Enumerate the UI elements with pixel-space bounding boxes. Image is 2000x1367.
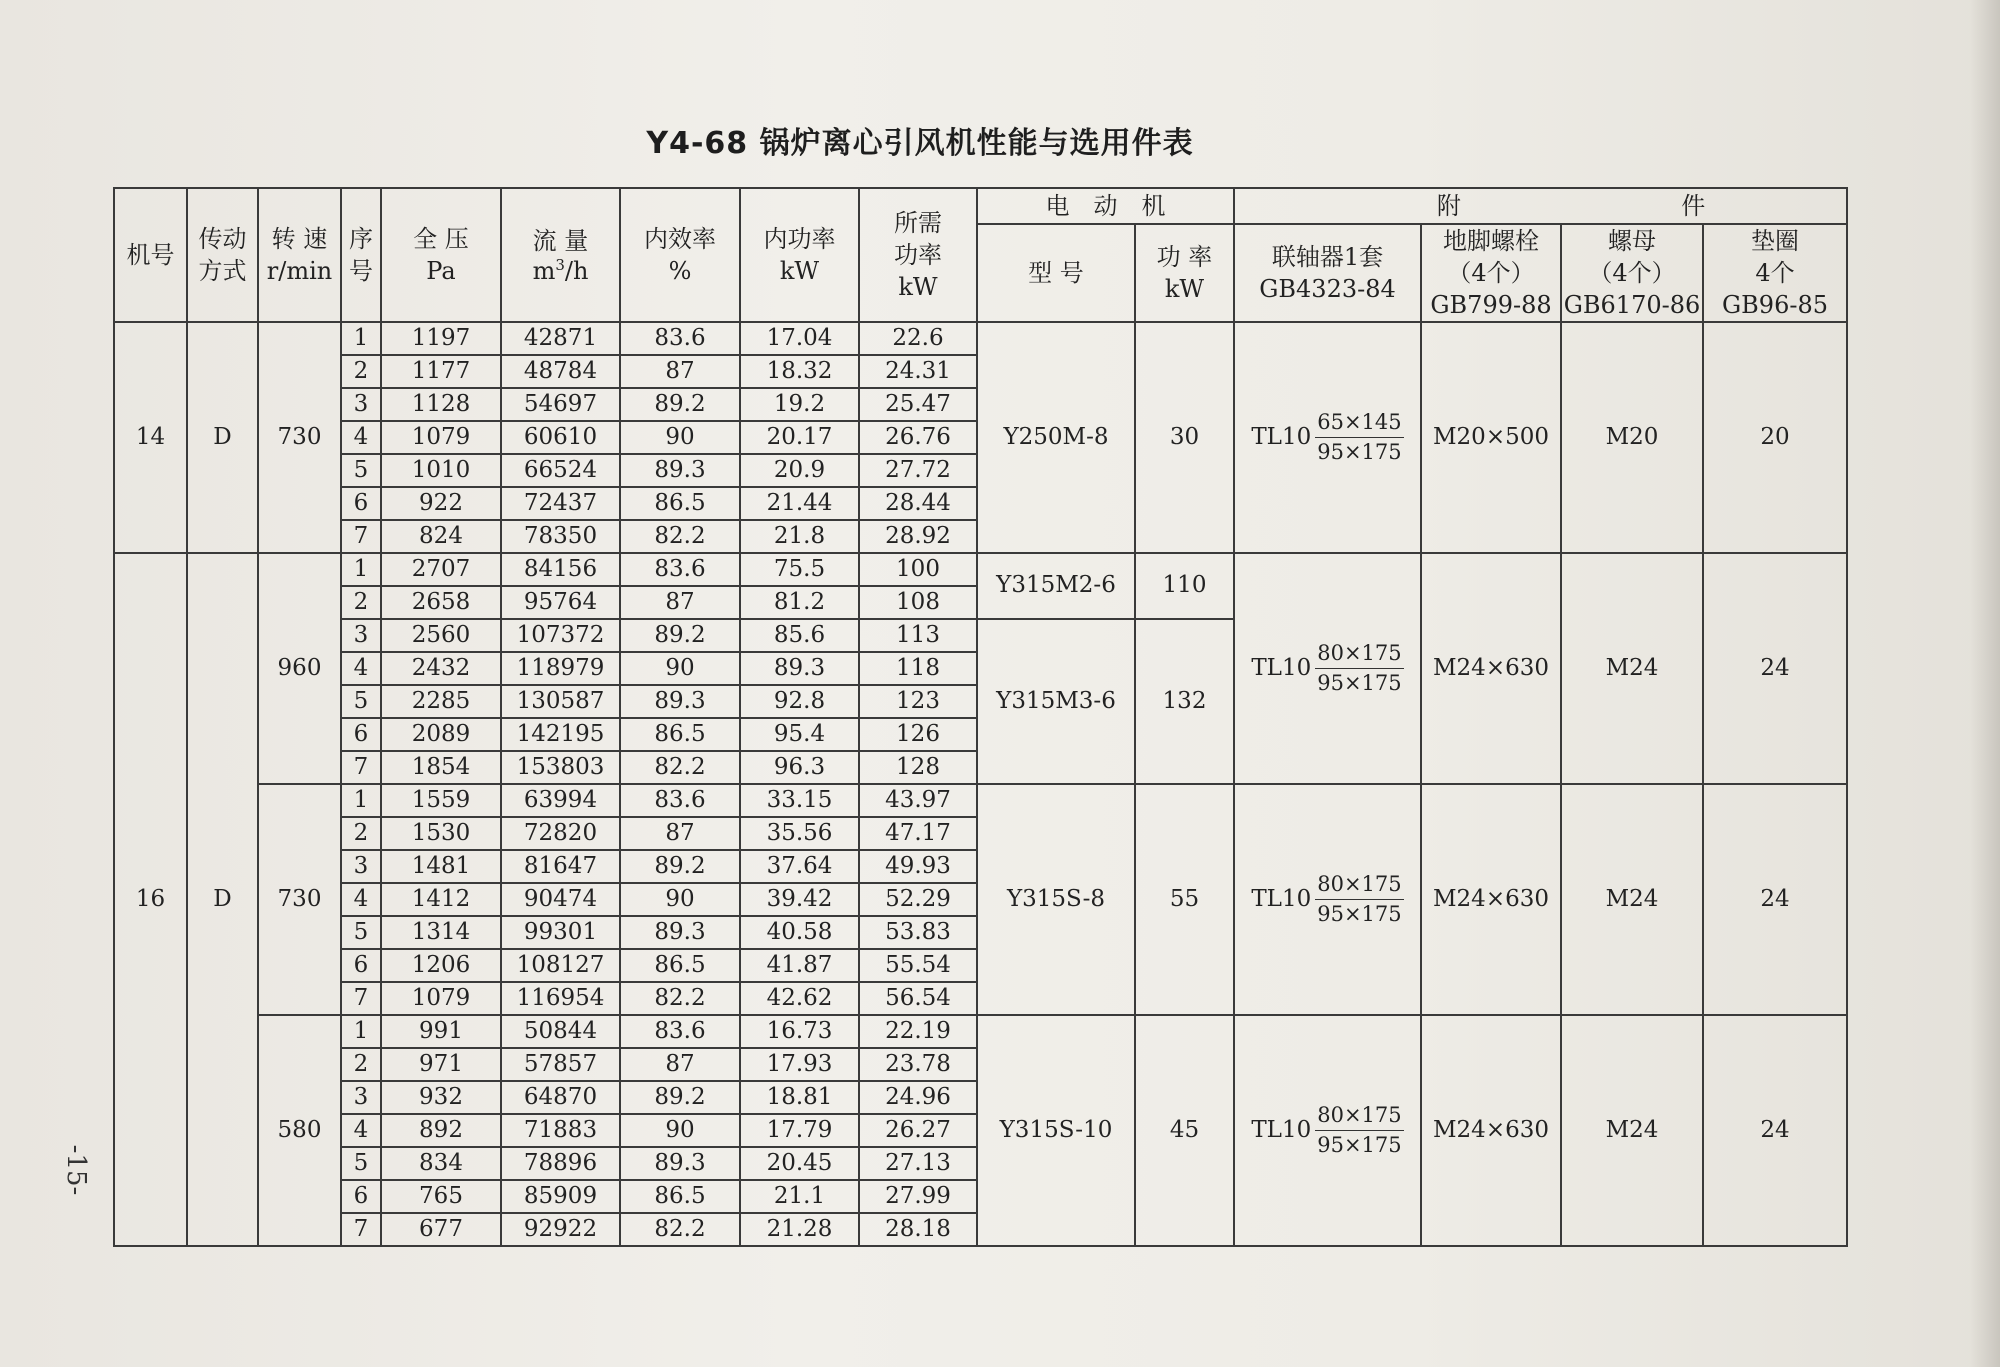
pressure-cell: 765: [381, 1180, 501, 1213]
flow-cell: 99301: [501, 916, 620, 949]
inner-power-cell: 17.93: [740, 1048, 859, 1081]
efficiency-cell: 89.2: [620, 850, 740, 883]
efficiency-cell: 89.3: [620, 1147, 740, 1180]
flow-cell: 57857: [501, 1048, 620, 1081]
seq-cell: 2: [341, 586, 381, 619]
seq-cell: 5: [341, 1147, 381, 1180]
required-power-cell: 128: [859, 751, 977, 784]
pressure-cell: 824: [381, 520, 501, 553]
header-accessories-group: [1234, 188, 1847, 224]
flow-cell: 118979: [501, 652, 620, 685]
flow-cell: 64870: [501, 1081, 620, 1114]
flow-cell: 48784: [501, 355, 620, 388]
inner-power-cell: 42.62: [740, 982, 859, 1015]
required-power-cell: 113: [859, 619, 977, 652]
efficiency-cell: 90: [620, 883, 740, 916]
required-power-cell: 25.47: [859, 388, 977, 421]
pressure-cell: 1177: [381, 355, 501, 388]
required-power-cell: 28.18: [859, 1213, 977, 1246]
seq-cell: 7: [341, 982, 381, 1015]
required-power-cell: 47.17: [859, 817, 977, 850]
header-anchor-bolt: 地脚螺栓 （4个） GB799-88: [1421, 224, 1561, 322]
header-motor-model: 型 号: [977, 224, 1135, 322]
page-edge-shadow: [1970, 0, 2000, 1367]
pressure-cell: 1197: [381, 322, 501, 355]
header-pressure: 全 压 Pa: [381, 188, 501, 322]
nut-cell: M24: [1561, 553, 1703, 784]
pressure-cell: 834: [381, 1147, 501, 1180]
pressure-cell: 1314: [381, 916, 501, 949]
flow-cell: 84156: [501, 553, 620, 586]
washer-cell: 24: [1703, 1015, 1847, 1246]
coupling-cell: [1234, 784, 1421, 1015]
efficiency-cell: 89.2: [620, 1081, 740, 1114]
pressure-cell: 1559: [381, 784, 501, 817]
required-power-cell: 22.6: [859, 322, 977, 355]
motor-power-cell: 55: [1135, 784, 1234, 1015]
required-power-cell: 56.54: [859, 982, 977, 1015]
coupling-numerator: 65×145: [1315, 410, 1403, 438]
pressure-cell: 2089: [381, 718, 501, 751]
header-seq: 序 号: [341, 188, 381, 322]
nut-cell: M24: [1561, 1015, 1703, 1246]
pressure-cell: 932: [381, 1081, 501, 1114]
inner-power-cell: 75.5: [740, 553, 859, 586]
flow-cell: 92922: [501, 1213, 620, 1246]
flow-cell: 42871: [501, 322, 620, 355]
flow-cell: 142195: [501, 718, 620, 751]
pressure-cell: 892: [381, 1114, 501, 1147]
anchor-bolt-cell: M20×500: [1421, 322, 1561, 553]
pressure-cell: 2560: [381, 619, 501, 652]
required-power-cell: 22.19: [859, 1015, 977, 1048]
anchor-bolt-cell: M24×630: [1421, 1015, 1561, 1246]
seq-cell: 5: [341, 916, 381, 949]
required-power-cell: 27.99: [859, 1180, 977, 1213]
efficiency-cell: 83.6: [620, 784, 740, 817]
pressure-cell: 991: [381, 1015, 501, 1048]
flow-cell: 108127: [501, 949, 620, 982]
inner-power-cell: 19.2: [740, 388, 859, 421]
machine-no-cell: 16: [114, 553, 187, 1246]
pressure-cell: 2707: [381, 553, 501, 586]
efficiency-cell: 87: [620, 355, 740, 388]
seq-cell: 5: [341, 454, 381, 487]
required-power-cell: 28.92: [859, 520, 977, 553]
inner-power-cell: 20.45: [740, 1147, 859, 1180]
required-power-cell: 27.72: [859, 454, 977, 487]
pressure-cell: 1854: [381, 751, 501, 784]
motor-model-cell: Y315S-10: [977, 1015, 1135, 1246]
nut-cell: M24: [1561, 784, 1703, 1015]
motor-power-cell: 45: [1135, 1015, 1234, 1246]
table-row: [114, 1015, 1847, 1048]
motor-power-cell: 132: [1135, 619, 1234, 784]
seq-cell: 2: [341, 1048, 381, 1081]
seq-cell: 4: [341, 652, 381, 685]
motor-model-cell: Y315M3-6: [977, 619, 1135, 784]
table-row: [114, 784, 1847, 817]
coupling-cell: [1234, 1015, 1421, 1246]
speed-cell: 730: [258, 322, 341, 553]
pressure-cell: 2432: [381, 652, 501, 685]
coupling-numerator: 80×175: [1315, 1103, 1403, 1131]
required-power-cell: 100: [859, 553, 977, 586]
coupling-prefix: TL10: [1251, 423, 1312, 450]
efficiency-cell: 89.3: [620, 685, 740, 718]
table-row: [114, 322, 1847, 355]
inner-power-cell: 20.17: [740, 421, 859, 454]
inner-power-cell: 18.81: [740, 1081, 859, 1114]
motor-model-cell: Y250M-8: [977, 322, 1135, 553]
efficiency-cell: 82.2: [620, 520, 740, 553]
seq-cell: 1: [341, 784, 381, 817]
washer-cell: 24: [1703, 553, 1847, 784]
table-row: [114, 553, 1847, 586]
efficiency-cell: 86.5: [620, 718, 740, 751]
pressure-cell: 971: [381, 1048, 501, 1081]
pressure-cell: 1079: [381, 982, 501, 1015]
pressure-cell: 2285: [381, 685, 501, 718]
inner-power-cell: 20.9: [740, 454, 859, 487]
anchor-bolt-cell: M24×630: [1421, 553, 1561, 784]
seq-cell: 3: [341, 850, 381, 883]
header-nut: 螺母 （4个） GB6170-86: [1561, 224, 1703, 322]
pressure-cell: 677: [381, 1213, 501, 1246]
seq-cell: 6: [341, 1180, 381, 1213]
flow-cell: 90474: [501, 883, 620, 916]
coupling-numerator: 80×175: [1315, 641, 1403, 669]
required-power-cell: 53.83: [859, 916, 977, 949]
coupling-denominator: 95×175: [1317, 440, 1402, 464]
efficiency-cell: 89.2: [620, 388, 740, 421]
header-inner-power: 内功率 kW: [740, 188, 859, 322]
pressure-cell: 1530: [381, 817, 501, 850]
required-power-cell: 43.97: [859, 784, 977, 817]
motor-model-cell: Y315M2-6: [977, 553, 1135, 619]
header-washer: 垫圈 4个 GB96-85: [1703, 224, 1847, 322]
anchor-bolt-cell: M24×630: [1421, 784, 1561, 1015]
speed-cell: 730: [258, 784, 341, 1015]
coupling-fraction: [1315, 1103, 1403, 1158]
efficiency-cell: 89.3: [620, 454, 740, 487]
seq-cell: 6: [341, 949, 381, 982]
required-power-cell: 26.27: [859, 1114, 977, 1147]
table-body: [114, 322, 1847, 1246]
seq-cell: 5: [341, 685, 381, 718]
efficiency-cell: 89.3: [620, 916, 740, 949]
coupling-fraction: [1315, 872, 1403, 927]
flow-cell: 78896: [501, 1147, 620, 1180]
flow-cell: 50844: [501, 1015, 620, 1048]
coupling-fraction: [1315, 410, 1403, 465]
efficiency-cell: 89.2: [620, 619, 740, 652]
pressure-cell: 1412: [381, 883, 501, 916]
coupling-prefix: TL10: [1251, 654, 1312, 681]
inner-power-cell: 18.32: [740, 355, 859, 388]
efficiency-cell: 83.6: [620, 553, 740, 586]
flow-cell: 63994: [501, 784, 620, 817]
coupling-cell: [1234, 553, 1421, 784]
seq-cell: 6: [341, 718, 381, 751]
inner-power-cell: 40.58: [740, 916, 859, 949]
header-speed: 转 速 r/min: [258, 188, 341, 322]
efficiency-cell: 87: [620, 586, 740, 619]
required-power-cell: 23.78: [859, 1048, 977, 1081]
header-coupling: 联轴器1套 GB4323-84: [1234, 224, 1421, 322]
header-row-1: [114, 188, 1847, 224]
inner-power-cell: 37.64: [740, 850, 859, 883]
motor-power-cell: 30: [1135, 322, 1234, 553]
required-power-cell: 108: [859, 586, 977, 619]
inner-power-cell: 96.3: [740, 751, 859, 784]
flow-cell: 78350: [501, 520, 620, 553]
required-power-cell: 49.93: [859, 850, 977, 883]
page-title: Y4-68 锅炉离心引风机性能与选用件表: [646, 126, 1194, 161]
machine-no-cell: 14: [114, 322, 187, 553]
seq-cell: 6: [341, 487, 381, 520]
required-power-cell: 27.13: [859, 1147, 977, 1180]
fan-performance-table: [113, 187, 1848, 1247]
coupling-prefix: TL10: [1251, 1116, 1312, 1143]
coupling-denominator: 95×175: [1317, 671, 1402, 695]
required-power-cell: 28.44: [859, 487, 977, 520]
required-power-cell: 24.31: [859, 355, 977, 388]
flow-cell: 130587: [501, 685, 620, 718]
flow-cell: 107372: [501, 619, 620, 652]
inner-power-cell: 17.79: [740, 1114, 859, 1147]
required-power-cell: 123: [859, 685, 977, 718]
flow-cell: 72820: [501, 817, 620, 850]
flow-unit: $m^3/h$: [532, 255, 589, 285]
seq-cell: 3: [341, 388, 381, 421]
seq-cell: 7: [341, 1213, 381, 1246]
efficiency-cell: 90: [620, 652, 740, 685]
required-power-cell: 52.29: [859, 883, 977, 916]
efficiency-cell: 87: [620, 817, 740, 850]
inner-power-cell: 85.6: [740, 619, 859, 652]
header-drive: 传动 方式: [187, 188, 258, 322]
seq-cell: 1: [341, 322, 381, 355]
required-power-cell: 24.96: [859, 1081, 977, 1114]
coupling-prefix: TL10: [1251, 885, 1312, 912]
inner-power-cell: 35.56: [740, 817, 859, 850]
inner-power-cell: 17.04: [740, 322, 859, 355]
drive-cell: D: [187, 553, 258, 1246]
inner-power-cell: 95.4: [740, 718, 859, 751]
header-motor-group: 电 动 机: [977, 188, 1234, 224]
coupling-numerator: 80×175: [1315, 872, 1403, 900]
flow-cell: 60610: [501, 421, 620, 454]
pressure-cell: 1010: [381, 454, 501, 487]
pressure-cell: 1079: [381, 421, 501, 454]
header-machine-no: 机号: [114, 188, 187, 322]
required-power-cell: 126: [859, 718, 977, 751]
efficiency-cell: 86.5: [620, 1180, 740, 1213]
seq-cell: 3: [341, 619, 381, 652]
pressure-cell: 1128: [381, 388, 501, 421]
seq-cell: 2: [341, 817, 381, 850]
required-power-cell: 55.54: [859, 949, 977, 982]
washer-cell: 20: [1703, 322, 1847, 553]
seq-cell: 7: [341, 520, 381, 553]
page-number: -15-: [61, 1144, 91, 1196]
speed-cell: 580: [258, 1015, 341, 1246]
flow-cell: 66524: [501, 454, 620, 487]
motor-power-cell: 110: [1135, 553, 1234, 619]
inner-power-cell: 21.28: [740, 1213, 859, 1246]
flow-cell: 72437: [501, 487, 620, 520]
efficiency-cell: 82.2: [620, 1213, 740, 1246]
pressure-cell: 922: [381, 487, 501, 520]
inner-power-cell: 89.3: [740, 652, 859, 685]
seq-cell: 4: [341, 1114, 381, 1147]
efficiency-cell: 90: [620, 421, 740, 454]
seq-cell: 4: [341, 883, 381, 916]
inner-power-cell: 33.15: [740, 784, 859, 817]
inner-power-cell: 41.87: [740, 949, 859, 982]
speed-cell: 960: [258, 553, 341, 784]
inner-power-cell: 39.42: [740, 883, 859, 916]
seq-cell: 3: [341, 1081, 381, 1114]
motor-model-cell: Y315S-8: [977, 784, 1135, 1015]
required-power-cell: 26.76: [859, 421, 977, 454]
inner-power-cell: 16.73: [740, 1015, 859, 1048]
inner-power-cell: 81.2: [740, 586, 859, 619]
flow-cell: 54697: [501, 388, 620, 421]
coupling-fraction: [1315, 641, 1403, 696]
washer-cell: 24: [1703, 784, 1847, 1015]
inner-power-cell: 21.1: [740, 1180, 859, 1213]
required-power-cell: 118: [859, 652, 977, 685]
pressure-cell: 2658: [381, 586, 501, 619]
accessory-label-b: 件: [1681, 191, 1706, 220]
flow-cell: 71883: [501, 1114, 620, 1147]
inner-power-cell: 21.8: [740, 520, 859, 553]
coupling-denominator: 95×175: [1317, 1133, 1402, 1157]
flow-cell: 81647: [501, 850, 620, 883]
accessory-label-a: 附: [1436, 191, 1461, 220]
seq-cell: 1: [341, 553, 381, 586]
inner-power-cell: 21.44: [740, 487, 859, 520]
flow-cell: 85909: [501, 1180, 620, 1213]
coupling-denominator: 95×175: [1317, 902, 1402, 926]
seq-cell: 1: [341, 1015, 381, 1048]
seq-cell: 4: [341, 421, 381, 454]
coupling-cell: [1234, 322, 1421, 553]
seq-cell: 2: [341, 355, 381, 388]
efficiency-cell: 86.5: [620, 949, 740, 982]
efficiency-cell: 86.5: [620, 487, 740, 520]
flow-cell: 116954: [501, 982, 620, 1015]
pressure-cell: 1481: [381, 850, 501, 883]
header-motor-power: 功 率 kW: [1135, 224, 1234, 322]
seq-cell: 7: [341, 751, 381, 784]
flow-cell: 95764: [501, 586, 620, 619]
inner-power-cell: 92.8: [740, 685, 859, 718]
efficiency-cell: 87: [620, 1048, 740, 1081]
drive-cell: D: [187, 322, 258, 553]
header-required-power: 所需 功率 kW: [859, 188, 977, 322]
efficiency-cell: 90: [620, 1114, 740, 1147]
pressure-cell: 1206: [381, 949, 501, 982]
efficiency-cell: 82.2: [620, 751, 740, 784]
efficiency-cell: 83.6: [620, 1015, 740, 1048]
header-flow: 流 量 $m^3/h$: [501, 188, 620, 322]
flow-cell: 153803: [501, 751, 620, 784]
nut-cell: M20: [1561, 322, 1703, 553]
header-efficiency: 内效率 %: [620, 188, 740, 322]
efficiency-cell: 82.2: [620, 982, 740, 1015]
efficiency-cell: 83.6: [620, 322, 740, 355]
